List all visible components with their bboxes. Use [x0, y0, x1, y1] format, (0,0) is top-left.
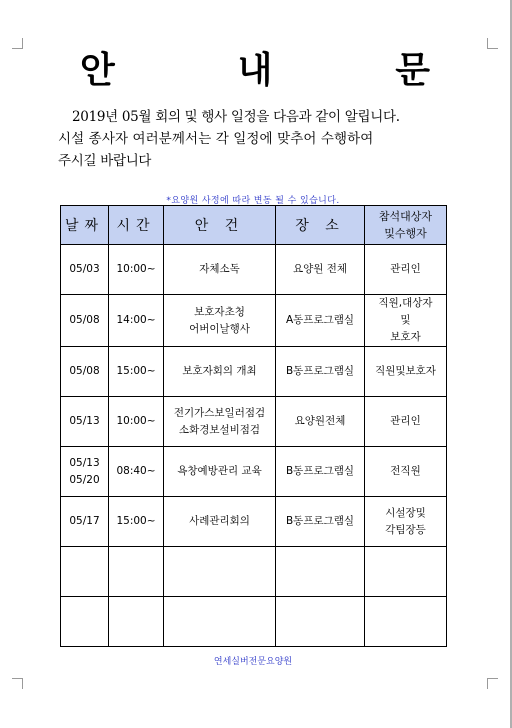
cell-date: 05/17: [61, 497, 109, 547]
cell-time: 10:00~: [109, 397, 164, 447]
title-char-1: 안: [80, 49, 115, 91]
table-row: [61, 397, 447, 447]
cell-date: [61, 597, 109, 647]
cell-place: 요양원전체: [276, 397, 365, 447]
cell-date: 05/13: [61, 397, 109, 447]
cell-date: 05/03: [61, 245, 109, 295]
cell-place: B동프로그램실: [276, 497, 365, 547]
cell-place: [276, 547, 365, 597]
cell-time: 15:00~: [109, 347, 164, 397]
cell-attendees: 직원,대상자 및 보호자: [365, 295, 447, 347]
cell-time: 08:40~: [109, 447, 164, 497]
crop-mark-top-right: [487, 38, 498, 49]
header-agenda: 안 건: [164, 206, 276, 245]
cell-attendees: 관리인: [365, 397, 447, 447]
cell-place: [276, 597, 365, 647]
cell-agenda: 자체소독: [164, 245, 276, 295]
cell-place: B동프로그램실: [276, 447, 365, 497]
intro-line-2: 시설 종사자 여러분께서는 각 일정에 맞추어 수행하여: [58, 131, 374, 147]
cell-agenda: 사례관리회의: [164, 497, 276, 547]
intro-line-1: 2019년 05월 회의 및 행사 일정을 다음과 같이 알립니다.: [72, 109, 400, 125]
header-time: 시간: [109, 206, 164, 245]
cell-date: 05/13 05/20: [61, 447, 109, 497]
cell-agenda: 욕창예방관리 교육: [164, 447, 276, 497]
header-attendees-text: 참석대상자 및수행자: [378, 210, 433, 240]
cell-date: 05/08: [61, 347, 109, 397]
cell-place: B동프로그램실: [276, 347, 365, 397]
cell-date: [61, 547, 109, 597]
cell-time: [109, 547, 164, 597]
cell-time: 10:00~: [109, 245, 164, 295]
cell-agenda: [164, 547, 276, 597]
title-char-2: 내: [237, 49, 273, 91]
cell-date: 05/08: [61, 295, 109, 347]
intro-line-3: 주시길 바랍니다: [58, 153, 152, 169]
cell-agenda: 보호자초청 어버이날행사: [164, 295, 276, 347]
cell-time: [109, 597, 164, 647]
intro-paragraph: [58, 106, 458, 172]
header-date: 날짜: [61, 206, 109, 245]
cell-attendees: [365, 547, 447, 597]
cell-time: 14:00~: [109, 295, 164, 347]
cell-agenda: [164, 597, 276, 647]
document-title: [80, 48, 430, 92]
table-row: [61, 597, 447, 647]
cell-attendees: 직원및보호자: [365, 347, 447, 397]
cell-agenda: 전기가스보일러점검 소화경보설비점검: [164, 397, 276, 447]
table-header-row: [61, 206, 447, 245]
crop-mark-top-left: [12, 38, 23, 49]
cell-attendees: 시설장및 각팀장등: [365, 497, 447, 547]
cell-time: 15:00~: [109, 497, 164, 547]
cell-attendees: 관리인: [365, 245, 447, 295]
crop-mark-bottom-right: [487, 678, 498, 689]
schedule-table: [60, 205, 447, 647]
table-row: [61, 245, 447, 295]
cell-agenda: 보호자회의 개최: [164, 347, 276, 397]
footer-org-name: 연세실버전문요양원: [213, 657, 293, 667]
table-row: [61, 447, 447, 497]
header-place: 장 소: [276, 206, 365, 245]
table-row: [61, 295, 447, 347]
title-char-3: 문: [395, 49, 430, 91]
crop-mark-bottom-left: [12, 678, 23, 689]
header-attendees: [365, 206, 447, 245]
cell-attendees: 전직원: [365, 447, 447, 497]
table-row: [61, 547, 447, 597]
cell-place: 요양원 전체: [276, 245, 365, 295]
change-notice: *요양원 사정에 따라 변동 될 수 있습니다.: [166, 196, 340, 206]
cell-attendees: [365, 597, 447, 647]
table-row: [61, 347, 447, 397]
table-row: [61, 497, 447, 547]
cell-place: A동프로그램실: [276, 295, 365, 347]
